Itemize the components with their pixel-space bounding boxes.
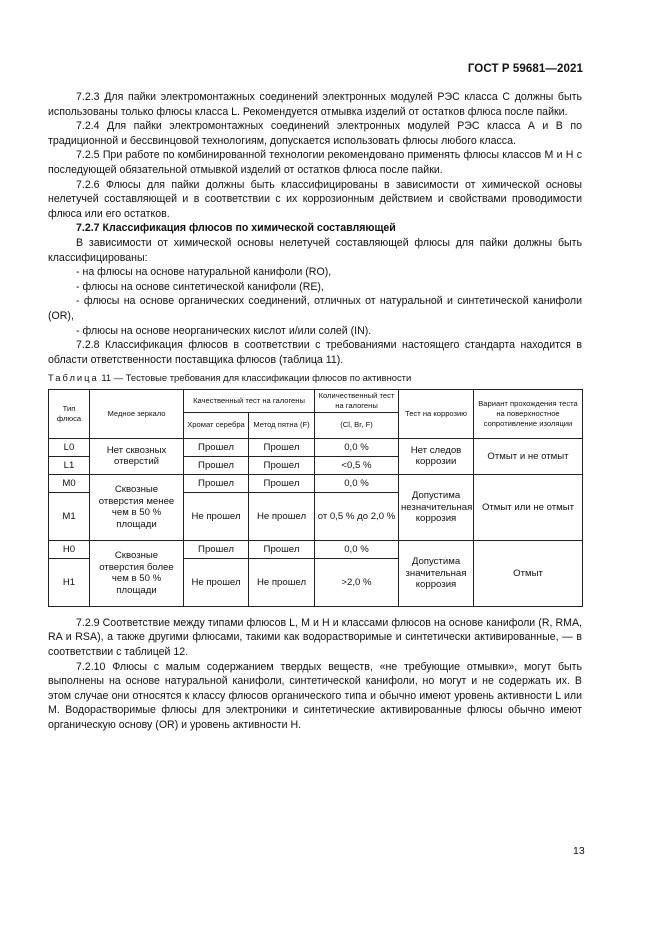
paragraph-7-2-5: 7.2.5 При работе по комбинированной технологии рекомендовано применять флюсы классов М и Н с последующей обязательной отмывкой изделий от остатков флюса после пайки. bbox=[48, 149, 582, 176]
table-caption-text: 11 — Тестовые требования для классификации флюсов по активности bbox=[98, 372, 412, 384]
document-header: ГОСТ Р 59681—2021 bbox=[467, 63, 583, 75]
paragraph-7-2-6: 7.2.6 Флюсы для пайки должны быть классифицированы в зависимости от химической основы нелетучей составляющей и в соответствии с их коррозионным действием и свойствами проводимости флюса или его остатков. bbox=[48, 178, 582, 220]
cell-spot: Не прошел bbox=[249, 492, 315, 540]
cell-spot: Прошел bbox=[249, 456, 315, 474]
table-caption-word: Таблица bbox=[48, 372, 99, 384]
header-mirror: Медное зеркало bbox=[90, 389, 184, 438]
list-item: - флюсы на основе органических соединений, отличных от натуральной и синтетической канифоли (OR), bbox=[48, 295, 582, 322]
document-body bbox=[48, 90, 582, 733]
list-item: - флюсы на основе неорганических кислот и/или солей (IN). bbox=[76, 324, 372, 337]
paragraph-7-2-8: 7.2.8 Классификация флюсов в соответствии с требованиями настоящего стандарта находится в области ответственности поставщика флюсов (таблица 11). bbox=[48, 339, 582, 366]
cell-quantitative: 0,0 % bbox=[315, 474, 399, 492]
header-type: Тип флюса bbox=[49, 389, 90, 438]
cell-variant: Отмыт bbox=[474, 540, 583, 606]
table-row bbox=[49, 540, 583, 558]
cell-variant: Отмыт и не отмыт bbox=[474, 438, 583, 474]
paragraph-7-2-10: 7.2.10 Флюсы с малым содержанием твердых веществ, «не требующие отмывки», могут быть выполнены на основе натуральной канифоли, синтетической канифоли, но могут и не содержать их. В этом случае они относятся к классу флюсов органического типа и обычно имеют уровень активности L или M. Водорастворимые флюсы для электроники и синтетические активированные флюсы обычно имеют органическую основу (OR) и уровень активности Н. bbox=[48, 660, 582, 732]
header-spot: Метод пятна (F) bbox=[249, 412, 315, 438]
section-heading-7-2-7: 7.2.7 Классификация флюсов по химической составляющей bbox=[76, 222, 396, 235]
paragraph-7-2-3: 7.2.3 Для пайки электромонтажных соединений электронных модулей РЭС класса С должны быть использованы только флюсы класса L. Рекомендуется отмывка изделий от остатков флюса после пайки. bbox=[48, 91, 582, 118]
cell-spot: Не прошел bbox=[249, 558, 315, 606]
header-quantitative-sub: (Cl, Br, F) bbox=[315, 412, 399, 438]
cell-mirror: Нет сквозных отверстий bbox=[90, 438, 184, 474]
table-row bbox=[49, 438, 583, 456]
header-qualitative: Качественный тест на галогены bbox=[184, 389, 315, 412]
cell-type: L0 bbox=[49, 438, 90, 456]
cell-corrosion: Нет следов коррозии bbox=[399, 438, 474, 474]
cell-quantitative: 0,0 % bbox=[315, 540, 399, 558]
cell-type: L1 bbox=[49, 456, 90, 474]
cell-type: M0 bbox=[49, 474, 90, 492]
cell-mirror: Сквозные отверстия более чем в 50 % площади bbox=[90, 540, 184, 606]
header-corrosion: Тест на коррозию bbox=[399, 389, 474, 438]
cell-chromate: Не прошел bbox=[184, 558, 249, 606]
cell-spot: Прошел bbox=[249, 474, 315, 492]
cell-type: H1 bbox=[49, 558, 90, 606]
table-caption bbox=[48, 371, 582, 386]
cell-type: H0 bbox=[49, 540, 90, 558]
paragraph-7-2-7: В зависимости от химической основы нелетучей составляющей флюсы для пайки должны быть классифицированы: bbox=[48, 236, 582, 264]
cell-chromate: Прошел bbox=[184, 456, 249, 474]
flux-classification-table bbox=[48, 389, 583, 607]
cell-spot: Прошел bbox=[249, 438, 315, 456]
cell-type: M1 bbox=[49, 492, 90, 540]
cell-chromate: Прошел bbox=[184, 540, 249, 558]
cell-quantitative: >2,0 % bbox=[315, 558, 399, 606]
header-quantitative: Количественный тест на галогены bbox=[315, 389, 399, 412]
list-item: - на флюсы на основе натуральной канифоли (RO), bbox=[76, 266, 332, 279]
header-chromate: Хромат серебра bbox=[184, 412, 249, 438]
cell-quantitative: <0,5 % bbox=[315, 456, 399, 474]
cell-corrosion: Допустима незначительная коррозия bbox=[399, 474, 474, 540]
list-item: - флюсы на основе синтетической канифоли (RE), bbox=[76, 280, 324, 293]
cell-quantitative: 0,0 % bbox=[315, 438, 399, 456]
cell-variant: Отмыт или не отмыт bbox=[474, 474, 583, 540]
cell-corrosion: Допустима значительная коррозия bbox=[399, 540, 474, 606]
cell-quantitative: от 0,5 % до 2,0 % bbox=[315, 492, 399, 540]
cell-mirror: Сквозные отверстия менее чем в 50 % площади bbox=[90, 474, 184, 540]
cell-chromate: Прошел bbox=[184, 474, 249, 492]
table-row bbox=[49, 474, 583, 492]
cell-chromate: Прошел bbox=[184, 438, 249, 456]
cell-spot: Прошел bbox=[249, 540, 315, 558]
header-variant: Вариант прохождения теста на поверхностное сопротивление изоляции bbox=[474, 389, 583, 438]
page-number: 13 bbox=[573, 845, 585, 857]
paragraph-7-2-4: 7.2.4 Для пайки электромонтажных соединений электронных модулей РЭС класса А и В по традиционной и бессвинцовой технологиям, допускается использовать флюсы любого класса. bbox=[48, 120, 582, 147]
paragraph-7-2-9: 7.2.9 Соответствие между типами флюсов L, M и H и классами флюсов на основе канифоли (R, RMA, RA и RSA), а также другими флюсами, такими как водорастворимые и синтетически активированные, — в соответствии с таблицей 12. bbox=[48, 616, 582, 659]
cell-chromate: Не прошел bbox=[184, 492, 249, 540]
